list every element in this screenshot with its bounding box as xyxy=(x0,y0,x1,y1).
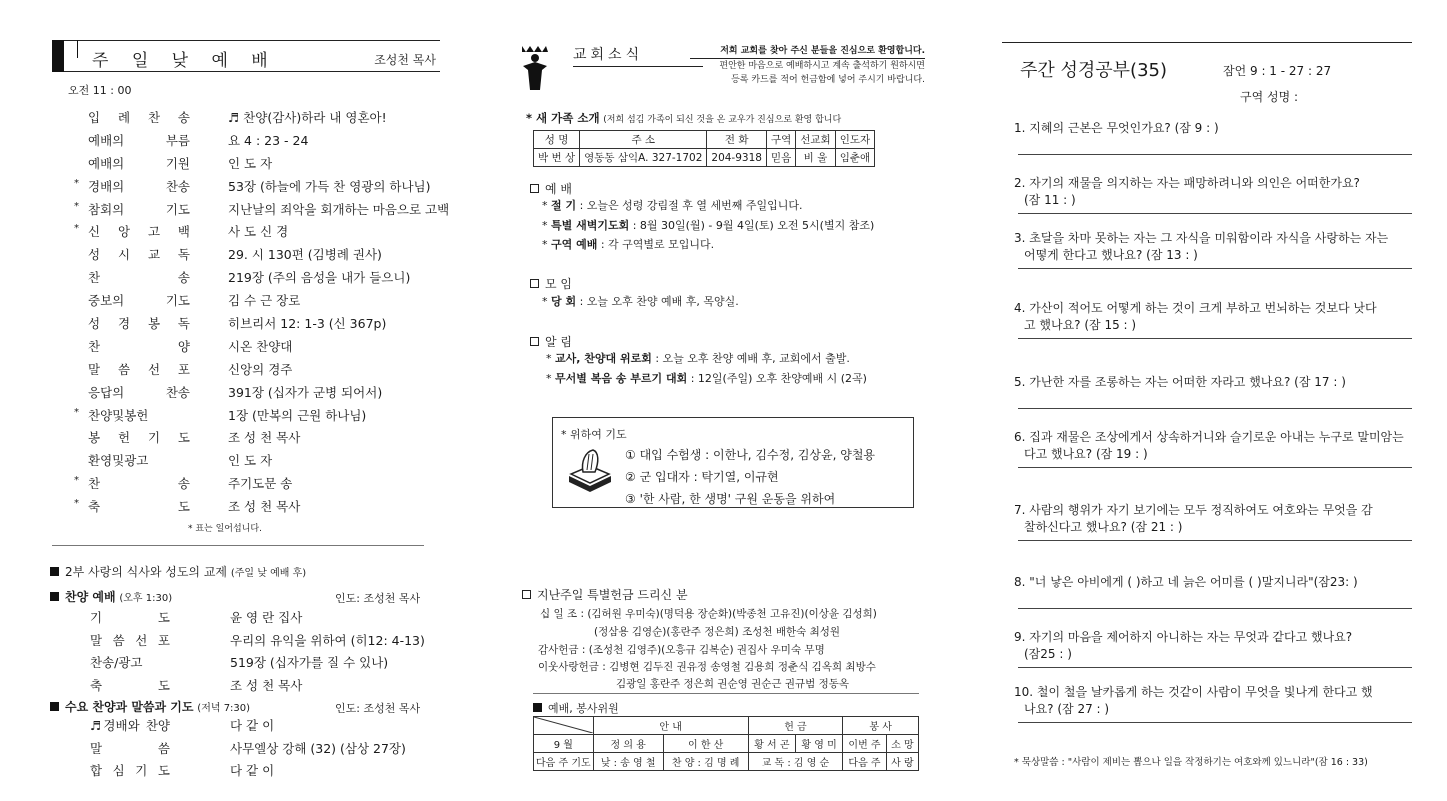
offering-line: 감사헌금 : (조성천 김영주)(오흥규 김복순) 권집사 우미숙 무명 xyxy=(538,644,825,656)
checkbox-square-icon xyxy=(522,590,531,599)
answer-line xyxy=(1018,213,1412,214)
order-value: 인 도 자 xyxy=(228,155,273,171)
order-label: 기 도 xyxy=(90,610,170,625)
table-cell: 황 영 미 xyxy=(795,735,842,753)
order-value: 사무엘상 강해 (32) (삼상 27장) xyxy=(230,740,406,756)
study-title: 주간 성경공부(35) xyxy=(1020,60,1167,81)
table-corner-cell xyxy=(534,717,594,735)
table-cell: 정 의 용 xyxy=(593,735,663,753)
offering-title: 지난주일 특별헌금 드리신 분 xyxy=(537,588,688,602)
question xyxy=(1014,230,1414,264)
table-cell: 204-9318 xyxy=(707,149,767,167)
table-cell: 황 서 곤 xyxy=(748,735,795,753)
order-value: 다 같 이 xyxy=(230,763,275,778)
praise-heading xyxy=(50,588,172,605)
table-cell: 다음 주 xyxy=(843,753,887,771)
table-header: 선교회 xyxy=(796,131,835,149)
news-item: * 절 기 : 오늘은 성령 강림절 후 열 세번째 주일입니다. xyxy=(542,199,803,212)
question-line: 6. 집과 재물은 조상에게서 상속하거니와 슬기로운 아내는 누구로 말미암는 xyxy=(1014,430,1404,444)
standing-note: * 표는 일어섭니다. xyxy=(188,524,262,534)
order-row xyxy=(70,222,470,245)
divider xyxy=(52,545,424,546)
news-item-text: : 오늘 오후 찬양 예배 후, 목양실. xyxy=(579,295,739,308)
memory-verse: * 묵상말씀 : "사람이 제비는 뽑으나 일을 작정하기는 여호와께 있느니라"(잠 16 : 33) xyxy=(1014,757,1368,768)
order-value: 조 성 천 목사 xyxy=(230,677,303,693)
order-row xyxy=(80,676,460,699)
question-line: 찰하신다고 했나요? (잠 21 : ) xyxy=(1024,520,1183,534)
table-cell: 다음 주 기도 xyxy=(534,753,594,771)
news-item-text: : 8월 30일(월) - 9월 4일(토) 오전 5시(별지 참조) xyxy=(632,218,875,232)
order-value: 1장 (만복의 근원 하나님) xyxy=(228,407,367,423)
news-item: * 교사, 찬양대 위로회 : 오늘 오후 찬양 예배 후, 교회에서 출발. xyxy=(546,352,850,365)
question xyxy=(1014,502,1414,536)
question xyxy=(1014,374,1414,391)
study-column xyxy=(990,0,1447,801)
news-title: 교회소식 xyxy=(573,47,644,63)
order-row xyxy=(70,108,470,131)
prayer-item: ③ '한 사람, 한 생명' 구원 운동을 위하여 xyxy=(625,492,836,506)
standing-mark: * xyxy=(74,223,79,235)
answer-line xyxy=(1018,540,1412,541)
order-value: 사 도 신 경 xyxy=(228,224,289,240)
order-value: 시온 찬양대 xyxy=(228,338,293,354)
service-table xyxy=(533,716,919,771)
prayer-box xyxy=(552,417,914,508)
order-row xyxy=(70,451,470,474)
order-value: 219장 (주의 음성을 내가 들으니) xyxy=(228,270,411,286)
table-row xyxy=(534,149,875,167)
order-value: 주기도문 송 xyxy=(228,476,293,492)
order-value: 다 같 이 xyxy=(230,718,275,733)
praise-title: 찬양 예배 xyxy=(65,590,116,604)
order-label: 신 앙 고 백 xyxy=(88,224,190,240)
news-item-label: 무서별 복음 송 부르기 대회 xyxy=(555,372,688,385)
standing-mark: * xyxy=(74,498,79,510)
square-bullet-icon xyxy=(50,702,59,711)
title-marker xyxy=(52,40,64,72)
order-label: 예배의 부름 xyxy=(88,132,190,148)
checkbox-square-icon xyxy=(530,337,539,346)
order-row xyxy=(70,497,470,520)
order-value: 인 도 자 xyxy=(228,453,273,469)
order-label: 환영및광고 xyxy=(88,453,149,469)
welcome-line: 저희 교회를 찾아 주신 분들을 진심으로 환영합니다. xyxy=(690,44,925,59)
order-value: 우리의 유익을 위하여 (히12: 4-13) xyxy=(230,632,425,648)
question-line: (잠 11 : ) xyxy=(1024,193,1076,207)
table-header: 헌 금 xyxy=(748,717,843,735)
question-line: 어떻게 한다고 했나요? (잠 13 : ) xyxy=(1024,248,1198,262)
order-label: 중보의 기도 xyxy=(88,293,190,309)
family-title: * 새 가족 소개 xyxy=(526,111,600,125)
offering-line: 십 일 조 : (김허원 우미숙)(명덕용 장순화)(박종천 고유진)(이상윤 김성희) xyxy=(540,608,877,620)
meeting-heading xyxy=(530,275,572,292)
table-header: 인도자 xyxy=(835,131,874,149)
order-row xyxy=(80,716,460,739)
table-header: 전 화 xyxy=(707,131,767,149)
prayer-item: ② 군 입대자 : 탁기열, 이규현 xyxy=(625,470,779,484)
table-cell: 소 망 xyxy=(886,735,918,753)
news-item-text: : 오늘은 성령 강림절 후 열 세번째 주일입니다. xyxy=(579,199,803,212)
meeting-title: 모 임 xyxy=(545,277,572,291)
worship-order xyxy=(70,108,470,520)
table-cell: 영동동 삼익A. 327-1702 xyxy=(580,149,707,167)
order-value: 29. 시 130편 (김병례 권사) xyxy=(228,247,382,263)
question-line: 8. "너 낳은 아비에게 ( )하고 네 늙은 어미를 ( )말지니라"(잠23: ) xyxy=(1014,575,1358,589)
order-label: 찬양및봉헌 xyxy=(88,407,149,423)
order-label: 합 심 기 도 xyxy=(90,763,170,778)
title-marker-notch xyxy=(64,40,78,58)
table-cell: 교 독 : 김 영 순 xyxy=(748,753,843,771)
order-label: 경배의 찬송 xyxy=(88,178,190,194)
table-cell: 사 랑 xyxy=(886,753,918,771)
order-row xyxy=(70,245,470,268)
study-name-label: 구역 성명 : xyxy=(1240,90,1299,104)
order-row xyxy=(70,428,470,451)
answer-line xyxy=(1018,722,1412,723)
order-label: 말 씀 선 포 xyxy=(90,632,170,648)
study-reference: 잠언 9 : 1 - 27 : 27 xyxy=(1223,64,1332,78)
question-line: (잠25 : ) xyxy=(1024,647,1072,661)
question xyxy=(1014,120,1414,137)
praying-hands-book-icon xyxy=(565,446,615,492)
order-label: 성 경 봉 독 xyxy=(88,316,190,332)
diagonal-line-icon xyxy=(534,717,593,733)
question-line: 고 했나요? (잠 15 : ) xyxy=(1024,318,1137,332)
question-line: 다고 했나요? (잠 19 : ) xyxy=(1024,447,1148,461)
question-line: 9. 자기의 마음을 제어하지 아니하는 자는 무엇과 같다고 했나요? xyxy=(1014,630,1353,644)
question xyxy=(1014,300,1414,334)
order-label: 응답의 찬송 xyxy=(88,384,190,400)
wednesday-title: 수요 찬양과 말씀과 기도 xyxy=(65,700,194,714)
order-row xyxy=(70,383,470,406)
news-item-label: 구역 예배 xyxy=(551,238,598,251)
news-item: * 무서별 복음 송 부르기 대회 : 12일(주일) 오후 찬양예배 시 (2곡) xyxy=(546,372,867,385)
order-value: 신앙의 경주 xyxy=(228,361,293,377)
table-header: 구역 xyxy=(766,131,795,149)
welcome-text xyxy=(690,44,925,87)
question-line: 5. 가난한 자를 조롱하는 자는 어떠한 자라고 했나요? (잠 17 : ) xyxy=(1014,375,1346,389)
order-row xyxy=(70,291,470,314)
news-item: * 특별 새벽기도회 : 8월 30일(월) - 9월 4일(토) 오전 5시(별지 참조) xyxy=(542,218,875,232)
order-value: 조 성 천 목사 xyxy=(228,430,301,446)
answer-line xyxy=(1018,154,1412,155)
order-row xyxy=(70,200,470,223)
welcome-line: 등록 카드를 적어 헌금함에 넣어 주시기 바랍니다. xyxy=(731,75,925,85)
order-label: 봉 헌 기 도 xyxy=(88,430,190,446)
standing-mark: * xyxy=(74,475,79,487)
news-item-label: 교사, 찬양대 위로회 xyxy=(555,352,652,365)
news-item: * 당 회 : 오늘 오후 찬양 예배 후, 목양실. xyxy=(542,295,739,308)
worship-column xyxy=(0,0,470,801)
study-top-rule xyxy=(1002,42,1412,43)
news-item-text: : 각 구역별로 모입니다. xyxy=(600,238,715,251)
order-row xyxy=(70,337,470,360)
church-logo-icon xyxy=(520,44,550,92)
table-cell: 임춘애 xyxy=(835,149,874,167)
worship-title: 주 일 낮 예 배 xyxy=(92,51,277,71)
worship-title-box xyxy=(52,40,440,72)
order-row xyxy=(70,131,470,154)
table-cell: 비 울 xyxy=(796,149,835,167)
wednesday-heading xyxy=(50,698,250,715)
welcome-line: 편안한 마음으로 예배하시고 계속 출석하기 원하시면 xyxy=(719,61,925,71)
worship-pastor: 조성천 목사 xyxy=(374,53,436,67)
table-cell: 박 번 상 xyxy=(534,149,580,167)
prayer-title: * 위하여 기도 xyxy=(561,428,627,441)
order-value: 조 성 천 목사 xyxy=(228,499,301,515)
order-row xyxy=(70,474,470,497)
question-line: 나요? (잠 27 : ) xyxy=(1024,702,1110,716)
news-item-label: 당 회 xyxy=(551,295,577,308)
prayer-item: ① 대입 수험생 : 이한나, 김수정, 김상윤, 양철용 xyxy=(625,448,876,462)
order-label: 찬 송 xyxy=(88,476,190,492)
worship-time: 오전 11 : 00 xyxy=(68,84,132,97)
news-item: * 구역 예배 : 각 구역별로 모입니다. xyxy=(542,238,715,251)
question-line: 7. 사람의 행위가 자기 보기에는 모두 정직하여도 여호와는 무엇을 감 xyxy=(1014,503,1373,517)
square-bullet-icon xyxy=(533,703,542,712)
question xyxy=(1014,574,1414,591)
question-line: 1. 지혜의 근본은 무엇인가요? (잠 9 : ) xyxy=(1014,121,1219,135)
order-label: 성 시 교 독 xyxy=(88,247,190,263)
table-cell: 믿음 xyxy=(766,149,795,167)
table-header: 안 내 xyxy=(593,717,748,735)
worship-news-title: 예 배 xyxy=(545,182,572,196)
square-bullet-icon xyxy=(50,592,59,601)
order-value: 윤 영 란 집사 xyxy=(230,610,303,625)
order-row xyxy=(80,608,460,631)
order-row xyxy=(70,360,470,383)
order-value: 요 4 : 23 - 24 xyxy=(228,132,309,148)
table-row xyxy=(534,753,919,771)
answer-line xyxy=(1018,408,1412,409)
order-value: 519장 (십자가를 질 수 있나) xyxy=(230,655,389,670)
question-line: 4. 가산이 적어도 어떻게 하는 것이 크게 부하고 번뇌하는 것보다 낫다 xyxy=(1014,301,1377,315)
wednesday-leader: 인도: 조성천 목사 xyxy=(335,702,421,715)
standing-mark: * xyxy=(74,177,79,189)
worship-news-heading xyxy=(530,180,572,197)
question xyxy=(1014,429,1414,463)
order-label: 찬송/광고 xyxy=(90,655,143,670)
table-header: 성 명 xyxy=(534,131,580,149)
news-item-text: : 12일(주일) 오후 찬양예배 시 (2곡) xyxy=(690,372,867,385)
wednesday-order xyxy=(80,716,460,784)
table-row xyxy=(534,735,919,753)
order-label: 예배의 기원 xyxy=(88,155,190,171)
question xyxy=(1014,684,1414,718)
order-row xyxy=(80,653,460,676)
order-row xyxy=(70,406,470,429)
question-line: 10. 철이 철을 날카롭게 하는 것같이 사람이 무엇을 빛나게 한다고 했 xyxy=(1014,685,1373,699)
wednesday-time: (저녁 7:30) xyxy=(197,703,251,714)
offering-line: 이웃사랑헌금 : 김병현 김두진 권유정 송영철 김용희 정춘식 김옥희 최방수 xyxy=(538,661,876,673)
checkbox-square-icon xyxy=(530,184,539,193)
answer-line xyxy=(1018,467,1412,468)
question xyxy=(1014,629,1414,663)
answer-line xyxy=(1018,608,1412,609)
offering-line: 김광일 홍란주 정은희 권순영 권순근 권규범 정동옥 xyxy=(616,678,850,690)
standing-mark: * xyxy=(74,200,79,212)
offering-line: (정삼용 김영순)(홍란주 정은희) 조성천 배한숙 최성원 xyxy=(594,626,841,638)
praise-order xyxy=(80,608,460,698)
order-label: 찬 양 xyxy=(88,338,190,354)
order-label: 참회의 기도 xyxy=(88,201,190,217)
table-cell: 이 한 산 xyxy=(663,735,748,753)
table-header: 봉 사 xyxy=(843,717,919,735)
family-heading xyxy=(526,110,841,126)
part2-heading xyxy=(50,563,306,580)
order-row xyxy=(70,314,470,337)
new-family-table xyxy=(533,130,875,167)
order-row xyxy=(80,761,460,784)
order-label: 말 씀 선 포 xyxy=(88,361,190,377)
table-cell: 9 월 xyxy=(534,735,594,753)
table-cell: 낮 : 송 영 철 xyxy=(593,753,663,771)
question-line: 2. 자기의 재물을 의지하는 자는 패망하려니와 의인은 어떠한가요? xyxy=(1014,176,1360,190)
notice-title: 알 림 xyxy=(545,335,572,349)
order-value: 391장 (십자가 군병 되어서) xyxy=(228,384,383,400)
order-row xyxy=(70,177,470,200)
table-cell: 찬 양 : 김 명 례 xyxy=(663,753,748,771)
notice-heading xyxy=(530,333,572,350)
answer-line xyxy=(1018,338,1412,339)
question-line: 3. 초달을 차마 못하는 자는 그 자식을 미워함이라 자식을 사랑하는 자는 xyxy=(1014,231,1389,245)
order-value: ♬ 찬양(감사)하라 내 영혼아! xyxy=(228,110,387,125)
table-header-row xyxy=(534,131,875,149)
news-item-label: 절 기 xyxy=(551,199,577,212)
answer-line xyxy=(1018,268,1412,269)
divider xyxy=(533,693,919,694)
service-title: 예배, 봉사위원 xyxy=(548,702,619,715)
question xyxy=(1014,175,1414,209)
order-row xyxy=(70,154,470,177)
table-cell: 이번 주 xyxy=(843,735,887,753)
praise-time: (오후 1:30) xyxy=(119,593,173,604)
order-value: 53장 (하늘에 가득 찬 영광의 하나님) xyxy=(228,178,431,194)
checkbox-square-icon xyxy=(530,279,539,288)
order-value: 히브리서 12: 1-3 (신 367p) xyxy=(228,316,387,332)
table-header: 주 소 xyxy=(580,131,707,149)
news-column xyxy=(480,0,960,801)
order-value: 김 수 근 장로 xyxy=(228,293,301,309)
family-sub: (저희 섬김 가족이 되신 것을 온 교우가 진심으로 환영 합니다 xyxy=(603,115,842,125)
table-header-row xyxy=(534,717,919,735)
order-row xyxy=(80,631,460,654)
praise-leader: 인도: 조성천 목사 xyxy=(335,592,421,605)
order-label: 찬 송 xyxy=(88,270,190,286)
square-bullet-icon xyxy=(50,567,59,576)
order-label: 축 도 xyxy=(90,677,170,693)
order-label: 말 씀 xyxy=(90,740,170,756)
offering-heading xyxy=(522,586,688,603)
order-label: 입 례 찬 송 xyxy=(88,110,190,125)
order-label: ♬경배와 찬양 xyxy=(90,718,170,733)
part2-title: 2부 사랑의 식사와 성도의 교제 xyxy=(65,565,227,579)
answer-line xyxy=(1018,667,1412,668)
order-label: 축 도 xyxy=(88,499,190,515)
order-value: 지난날의 죄악을 회개하는 마음으로 고백 xyxy=(228,201,450,217)
service-heading xyxy=(533,700,619,716)
part2-sub: (주일 낮 예배 후) xyxy=(230,568,307,579)
standing-mark: * xyxy=(74,406,79,418)
news-item-label: 특별 새벽기도회 xyxy=(551,218,630,232)
news-title-rule xyxy=(573,66,703,67)
news-item-text: : 오늘 오후 찬양 예배 후, 교회에서 출발. xyxy=(655,352,850,365)
order-row xyxy=(80,739,460,762)
order-row xyxy=(70,268,470,291)
